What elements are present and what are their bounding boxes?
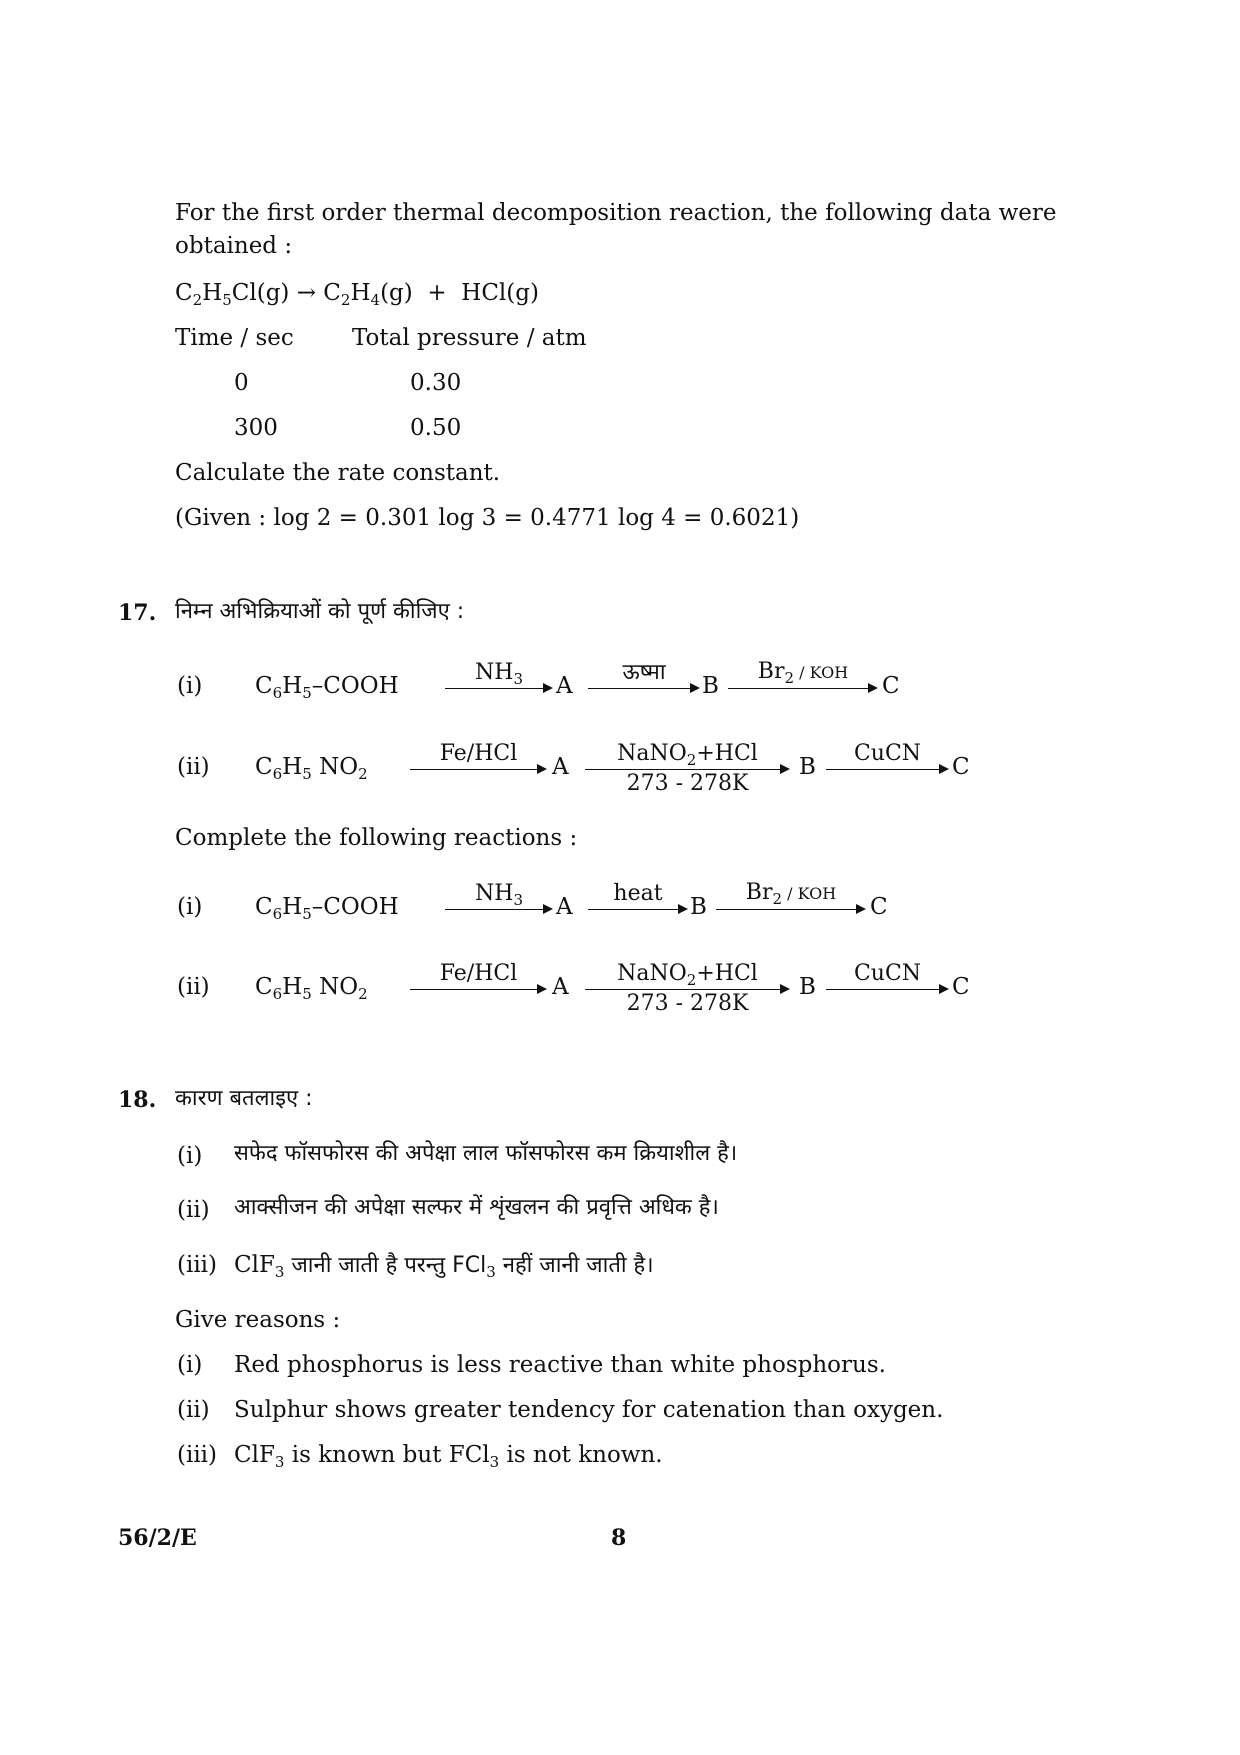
item-label: (iii) <box>177 1252 218 1278</box>
paper-code: 56/2/E <box>118 1525 197 1551</box>
item-label: (ii) <box>177 1197 210 1223</box>
reaction-label: (ii) <box>177 754 210 780</box>
q17-hindi-instruction: निम्न अभिक्रियाओं को पूर्ण कीजिए : <box>175 599 465 624</box>
reaction-arrow: CuCN <box>826 977 949 1001</box>
item-label: (iii) <box>177 1442 218 1468</box>
decomposition-equation: $C_2H_5Cl(g) \to C_2H_4(g) + HCl(g)$ <box>175 280 539 309</box>
table-cell: 300 <box>234 415 278 441</box>
reaction-arrow: heat <box>588 897 688 921</box>
reaction-arrow: NaNO$_2$+HCl 273 - 278K <box>585 977 790 1001</box>
item-label: (i) <box>177 1352 203 1378</box>
reaction-arrow: $Br_2$ / KOH <box>716 897 866 921</box>
product-a: A <box>552 754 569 780</box>
product-c: C <box>870 894 888 920</box>
reaction-start-compound: $C_6H_5$–COOH <box>255 894 399 923</box>
product-a: A <box>556 673 573 699</box>
product-b: B <box>799 754 816 780</box>
reaction-arrow: $Br_2$ / KOH <box>728 676 878 700</box>
reaction-arrow: $NH_3$ <box>445 897 553 921</box>
question-number-18: 18. <box>118 1087 157 1113</box>
product-a: A <box>552 974 569 1000</box>
reaction-arrow: Fe/HCl <box>410 757 547 781</box>
table-header-time: Time / sec <box>175 325 294 351</box>
intro-line-2: obtained : <box>175 233 293 259</box>
calculate-instruction: Calculate the rate constant. <box>175 460 501 486</box>
table-cell: 0 <box>234 370 249 396</box>
product-b: B <box>799 974 816 1000</box>
reaction-start-compound: $C_6H_5$–COOH <box>255 673 399 702</box>
product-a: A <box>556 894 573 920</box>
product-b: B <box>690 894 707 920</box>
english-reason-item: ClF$_3$ is known but FCl$_3$ is not known. <box>234 1442 663 1471</box>
given-values: (Given : log 2 = 0.301 log 3 = 0.4771 log 4 = 0.6021) <box>175 505 800 531</box>
page-number: 8 <box>611 1525 627 1551</box>
q18-hindi-title: कारण बतलाइए : <box>175 1086 313 1111</box>
reaction-arrow: NaNO$_2$+HCl 273 - 278K <box>585 757 790 781</box>
q18-english-title: Give reasons : <box>175 1307 341 1333</box>
product-b: B <box>702 673 719 699</box>
product-c: C <box>882 673 900 699</box>
hindi-reason-item: सफेद फॉसफोरस की अपेक्षा लाल फॉसफोरस कम क्रियाशील है। <box>234 1141 738 1166</box>
item-label: (ii) <box>177 1397 210 1423</box>
table-cell: 0.30 <box>410 370 462 396</box>
hindi-reason-item: आक्सीजन की अपेक्षा सल्फर में शृंखलन की प्रवृत्ति अधिक है। <box>234 1195 719 1220</box>
product-c: C <box>952 974 970 1000</box>
reaction-label: (i) <box>177 894 203 920</box>
reaction-arrow: CuCN <box>826 757 949 781</box>
table-cell: 0.50 <box>410 415 462 441</box>
reaction-arrow: Fe/HCl <box>410 977 547 1001</box>
question-number-17: 17. <box>118 600 157 626</box>
english-reason-item: Sulphur shows greater tendency for catenation than oxygen. <box>234 1397 944 1423</box>
reaction-start-compound: $C_6H_5$ $NO_2$ <box>255 974 368 1003</box>
intro-line-1: For the first order thermal decomposition reaction, the following data were <box>175 200 1057 226</box>
q17-english-instruction: Complete the following reactions : <box>175 825 578 851</box>
hindi-reason-item: ClF$_3$ जानी जाती है परन्तु FCl$_3$ नहीं जानी जाती है। <box>234 1252 654 1281</box>
reaction-start-compound: $C_6H_5$ $NO_2$ <box>255 754 368 783</box>
reaction-label: (i) <box>177 673 203 699</box>
reaction-arrow: $NH_3$ <box>445 676 553 700</box>
product-c: C <box>952 754 970 780</box>
item-label: (i) <box>177 1143 203 1169</box>
english-reason-item: Red phosphorus is less reactive than white phosphorus. <box>234 1352 886 1378</box>
reaction-label: (ii) <box>177 974 210 1000</box>
reaction-arrow: ऊष्मा <box>588 676 700 700</box>
table-header-pressure: Total pressure / atm <box>352 325 587 351</box>
